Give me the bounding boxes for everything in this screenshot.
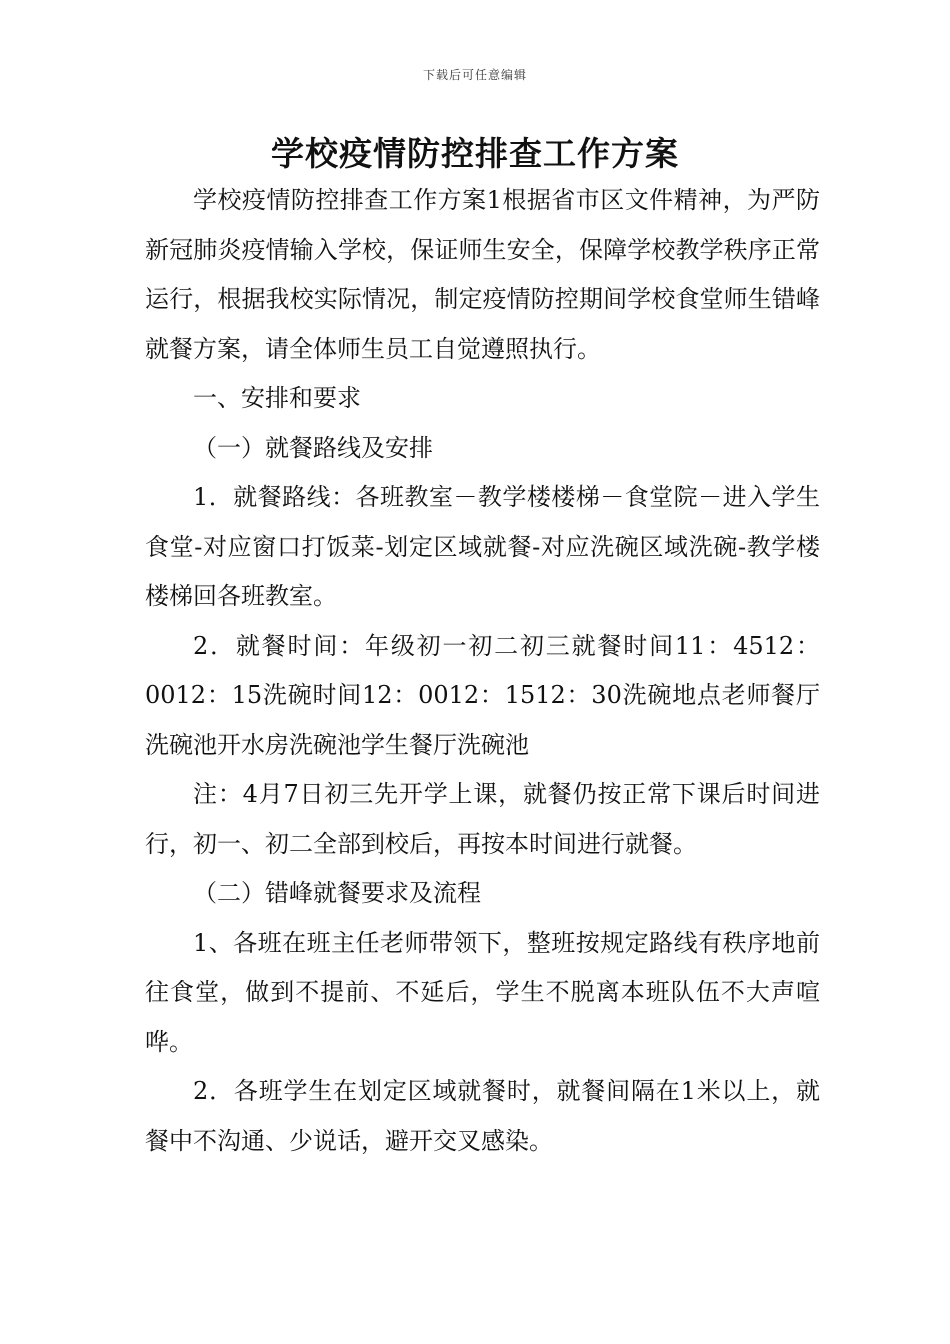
- paragraph-dining-route: 1．就餐路线：各班教室－教学楼楼梯－食堂院－进入学生食堂-对应窗口打饭菜-划定区域就餐-对应洗碗区域洗碗-教学楼楼梯回各班教室。: [145, 483, 820, 610]
- subsection-heading-routes: （一）就餐路线及安排: [193, 433, 433, 462]
- document-title: 学校疫情防控排查工作方案: [271, 134, 679, 173]
- paragraph-note: 注：4月7日初三先开学上课，就餐仍按正常下课后时间进行，初一、初二全部到校后，再按本时间进行就餐。: [145, 780, 820, 858]
- subsection-heading-requirements: （二）错峰就餐要求及流程: [193, 879, 481, 907]
- paragraph-dining-time: 2．就餐时间：年级初一初二初三就餐时间11：4512：0012：15洗碗时间12：0012：1512：30洗碗地点老师餐厅洗碗池开水房洗碗池学生餐厅洗碗池: [145, 631, 820, 759]
- document-body: [145, 176, 820, 1166]
- paragraph-requirement-1: 1、各班在班主任老师带领下，整班按规定路线有秩序地前往食堂，做到不提前、不延后，学生不脱离本班队伍不大声喧哗。: [145, 928, 820, 1056]
- paragraph-requirement-2: 2．各班学生在划定区域就餐时，就餐间隔在1米以上，就餐中不沟通、少说话，避开交叉感染。: [145, 1077, 820, 1155]
- paragraph-intro: 学校疫情防控排查工作方案1根据省市区文件精神，为严防新冠肺炎疫情输入学校，保证师生安全，保障学校教学秩序正常运行，根据我校实际情况，制定疫情防控期间学校食堂师生错峰就餐方案，请全体师生员工自觉遵照执行。: [145, 186, 820, 363]
- header-note: 下载后可任意编辑: [422, 68, 527, 82]
- section-heading-arrangements: 一、安排和要求: [193, 384, 361, 412]
